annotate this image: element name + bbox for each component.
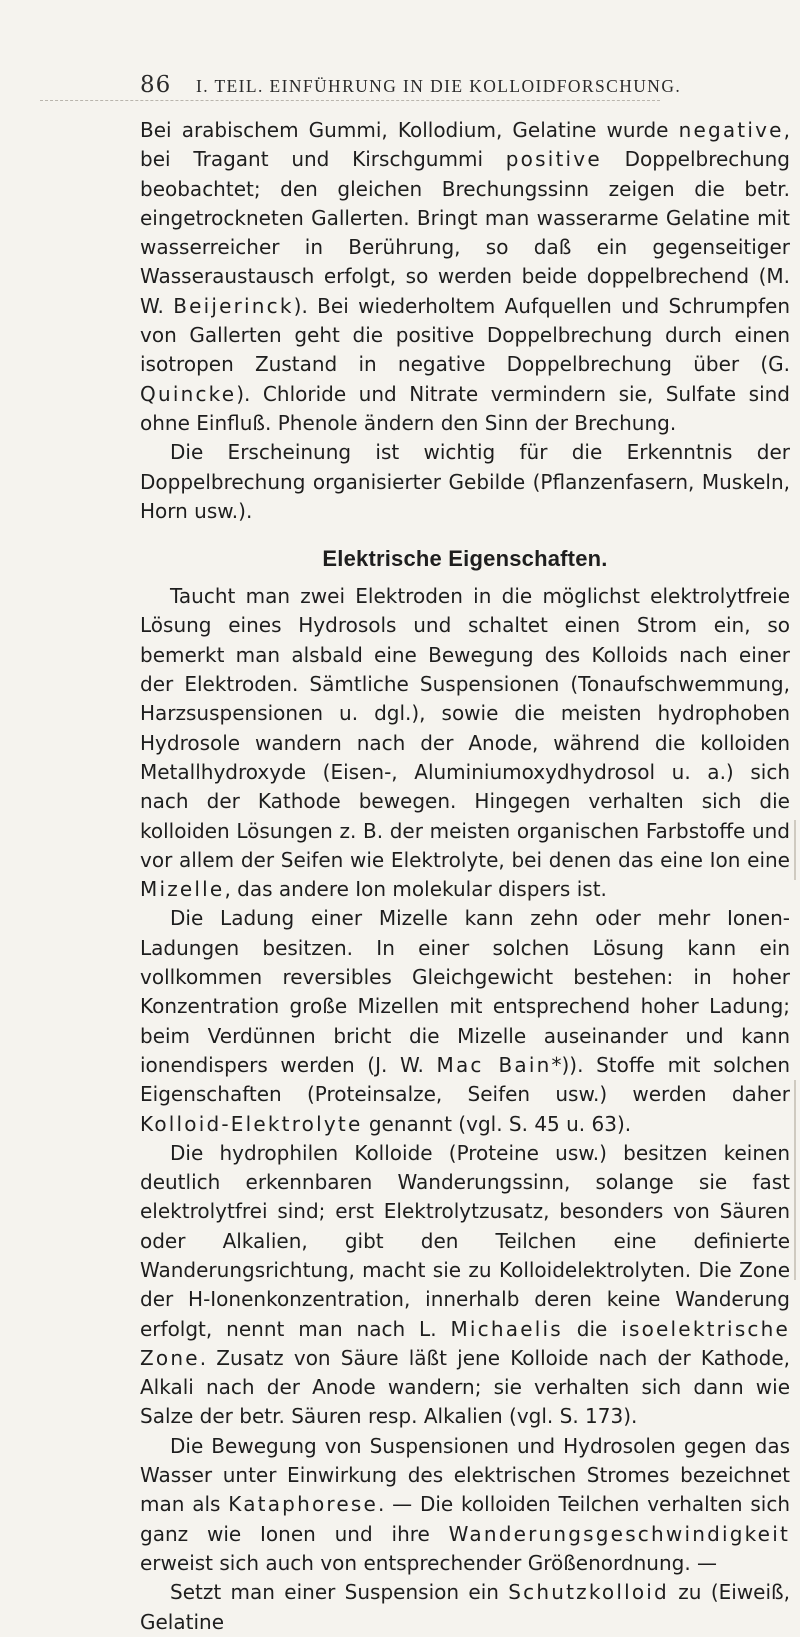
text-run: ). Chloride und Nitrate vermindern sie, Sulfate sind ohne Einfluß. Phenole ändern den Sinn der Brechung. [140,381,790,435]
emphasized-term: negative [678,118,784,142]
running-head [140,72,780,102]
emphasized-term: Mizelle [140,877,225,902]
paragraph [140,904,790,1138]
emphasized-term: Kolloid-Elektrolyte [140,1111,363,1136]
text-run: . Zusatz von Säure läßt jene Kolloide nach der Kathode, Alkali nach der Anode wandern; sie verhalten sich dann wie Salze der betr. Säuren resp. Alkalien (vgl. S. 173). [140,1345,790,1429]
page-number: 86 [140,72,172,98]
header-rule [40,100,660,101]
text-run: Doppelbrechung beobachtet; den gleichen Brechungssinn zeigen die betr. eingetrockneten Gallerten. Bringt man wasserarme Gelatine mit wasserreicher in Berührung, so daß ein gegenseitiger Wasseraustausch erfolgt, so werden beide doppelbrechend (M. W. [140,147,791,318]
page-edge-mark [794,1080,796,1280]
emphasized-term: Quincke [140,381,237,406]
text-run: , das andere Ion molekular dispers ist. [224,877,607,902]
text-run: ). Bei wiederholtem Aufquellen und Schrumpfen von Gallerten geht die positive Doppelbrechung durch einen isotropen Zustand in negative Doppelbrechung über (G. [140,293,790,377]
emphasized-term: Mac Bain [436,1052,552,1077]
emphasized-term: positive [505,147,602,172]
paragraph [140,1578,790,1637]
paragraph [140,1139,790,1432]
text-run: die [562,1316,622,1341]
emphasized-term: Schutzkolloid [508,1580,669,1605]
text-run: Setzt man einer Suspension ein [170,1580,509,1605]
page-edge-mark [794,820,796,880]
text-run: Die Bewegung von Suspensionen und Hydrosolen gegen das Wasser unter Einwirkung des elektrischen Stromes bezeichnet man als [140,1433,790,1517]
emphasized-term: Wanderungsgeschwindigkeit [448,1521,790,1546]
text-run: Die Erscheinung ist wichtig für die Erkenntnis der Doppelbrechung organisierter Gebilde (Pflanzenfasern, Muskeln, Horn usw.). [140,440,790,523]
body-text [140,116,790,1637]
paragraph [140,116,790,438]
text-run: zu (Eiweiß, Gelatine [140,1580,790,1634]
text-run: *)). Stoffe mit solchen Eigenschaften (Proteinsalze, Seifen usw.) werden daher [140,1052,790,1107]
text-run: . — Die kolloiden Teilchen verhalten sich ganz wie Ionen und ihre [140,1492,790,1546]
paragraph [140,438,790,526]
running-title: I. TEIL. EINFÜHRUNG IN DIE KOLLOIDFORSCHUNG. [196,76,682,96]
emphasized-term: Beijerinck [173,293,294,318]
text-run: Taucht man zwei Elektroden in die möglichst elektrolytfreie Lösung eines Hydrosols und schaltet einen Strom ein, so bemerkt man alsbald eine Bewegung des Kolloids nach einer der Elektroden. Sämtliche Suspensionen (Tonaufschwemmung, Harzsuspensionen u. dgl.), sowie die meisten hydrophoben Hydrosole wandern nach der Anode, während die kolloiden Metallhydroxyde (Eisen-, Aluminiumoxydhydrosol u. a.) sich nach der Kathode bewegen. Hingegen verhalten sich die kolloiden Lösungen z. B. der meisten organischen Farbstoffe und vor allem der Seifen wie Elektrolyte, bei denen das eine Ion eine [140,584,790,872]
text-run: Bei arabischem Gummi, Kollodium, Gelatine wurde [140,118,679,142]
text-run: genannt (vgl. S. 45 u. 63). [362,1111,632,1136]
text-run: erweist sich auch von entsprechender Größenordnung. — [140,1550,718,1575]
text-run: Die hydrophilen Kolloide (Proteine usw.) besitzen keinen deutlich erkennbaren Wanderungssinn, solange sie fast elektrolytfrei sind; erst Elektrolytzusatz, besonders von Säuren oder Alkalien, gibt den Teilchen eine definierte Wanderungsrichtung, macht sie zu Kolloidelektrolyten. Die Zone der H-Ionenkonzentration, innerhalb deren keine Wanderung erfolgt, nennt man nach L. [140,1140,790,1341]
text-run: , bei Tragant und Kirschgummi [140,118,790,172]
emphasized-term: Kataphorese [228,1492,379,1517]
text-run: Die Ladung einer Mizelle kann zehn oder mehr Ionen-Ladungen besitzen. In einer solchen Lösung kann ein vollkommen reversibles Gleichgewicht bestehen: in hoher Konzentration große Mizellen mit entsprechend hoher Ladung; beim Verdünnen bricht die Mizelle auseinander und kann ionendispers werden (J. W. [140,906,790,1077]
emphasized-term: isoelektrische Zone [140,1316,791,1370]
text-run: Elektrische Eigenschaften. [322,546,608,572]
emphasized-term: Michaelis [450,1316,563,1341]
paragraph [140,1432,790,1578]
section-heading [140,544,790,574]
paragraph [140,582,790,904]
